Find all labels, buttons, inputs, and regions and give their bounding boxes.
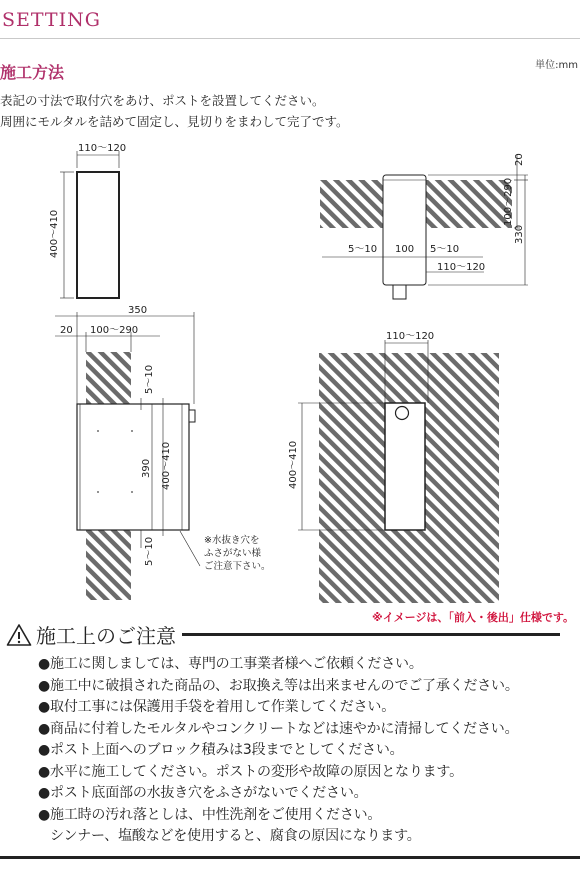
dim-front-width: 110～120 bbox=[386, 331, 435, 342]
page-header-title: SETTING bbox=[2, 9, 101, 31]
dim-opening-width: 110～120 bbox=[78, 143, 127, 154]
drain-note-2: ふさがない様 bbox=[204, 548, 262, 559]
caution-item: ●取付工事には保護用手袋を着用して作業してください。 bbox=[38, 699, 396, 715]
section-title: 施工方法 bbox=[0, 63, 65, 82]
unit-label: 単位:mm bbox=[535, 60, 578, 71]
dim-gap-bottom: 5～10 bbox=[144, 536, 155, 566]
dim-post-width: 100 bbox=[395, 244, 415, 255]
caution-item: ●施工時の汚れ落としは、中性洗剤をご使用ください。 bbox=[38, 806, 382, 823]
caution-item: ●ポスト上面へのブロック積みは3段までとしてください。 bbox=[38, 742, 404, 758]
image-note: ※イメージは、「前入・後出」仕様です。 bbox=[372, 611, 574, 624]
post-knob-top bbox=[393, 285, 406, 299]
dim-gap-top: 5～10 bbox=[144, 364, 155, 394]
wall-hatch-left bbox=[320, 180, 383, 228]
drain-note-3: ご注意下さい。 bbox=[204, 561, 271, 572]
description-line-2: 周囲にモルタルを詰めて固定し、見切りをまわして完了です。 bbox=[0, 114, 349, 129]
wall-hatch-upper bbox=[86, 352, 131, 404]
mounting-opening bbox=[77, 172, 119, 298]
dim-gap-right: 5～10 bbox=[430, 244, 460, 255]
caution-item: ●施工に関しましては、専門の工事業者様へご依頼ください。 bbox=[38, 656, 423, 672]
dim-opening-height-side: 400～410 bbox=[161, 441, 172, 490]
dim-side-wall: 100～290 bbox=[90, 325, 139, 336]
post-body-side bbox=[77, 404, 189, 530]
drain-hole-icon bbox=[396, 407, 409, 420]
dim-wall-depth: 100～290 bbox=[503, 177, 514, 226]
dim-opening-width-top: 110～120 bbox=[437, 262, 486, 273]
post-front bbox=[385, 403, 425, 530]
post-body-top bbox=[383, 175, 426, 285]
side-section-view bbox=[55, 305, 271, 600]
dim-side-20: 20 bbox=[60, 325, 73, 336]
wall-hatch-right bbox=[426, 177, 514, 228]
caution-list bbox=[38, 654, 519, 848]
front-installed-view bbox=[288, 331, 499, 603]
top-view bbox=[320, 153, 528, 299]
caution-title: 施工上のご注意 bbox=[36, 624, 176, 648]
caution-item-continuation: シンナー、塩酸などを使用すると、腐食の原因になります。 bbox=[50, 828, 421, 844]
caution-header bbox=[6, 620, 560, 649]
dim-gap-left: 5～10 bbox=[348, 244, 378, 255]
post-knob-side bbox=[189, 410, 195, 422]
caution-item: ●ポスト底面部の水抜き穴をふさがないでください。 bbox=[38, 785, 368, 801]
bottom-divider bbox=[0, 856, 580, 859]
dim-top-20: 20 bbox=[514, 153, 525, 166]
dim-total-depth: 330 bbox=[514, 224, 525, 244]
caution-item: ●施工中に破損された商品の、お取換え等は出来ませんのでご了承ください。 bbox=[38, 677, 519, 694]
caution-item: ●水平に施工してください。ポストの変形や故障の原因となります。 bbox=[38, 763, 463, 780]
warning-triangle-icon bbox=[6, 623, 32, 647]
description-line-1: 表記の寸法で取付穴をあけ、ポストを設置してください。 bbox=[0, 93, 325, 108]
installation-diagram bbox=[0, 135, 580, 605]
drain-note-1: ※水抜き穴を bbox=[204, 535, 260, 546]
dim-side-depth: 350 bbox=[128, 305, 148, 316]
caution-title-rule bbox=[182, 633, 560, 636]
opening-front-view bbox=[49, 143, 126, 298]
dim-front-height: 400～410 bbox=[288, 440, 299, 489]
wall-hatch-lower bbox=[86, 530, 131, 600]
header-divider bbox=[0, 38, 580, 39]
caution-item: ●商品に付着したモルタルやコンクリートなどは速やかに清掃してください。 bbox=[38, 720, 519, 737]
dim-post-height: 390 bbox=[141, 458, 152, 478]
dim-opening-height: 400～410 bbox=[49, 209, 60, 258]
